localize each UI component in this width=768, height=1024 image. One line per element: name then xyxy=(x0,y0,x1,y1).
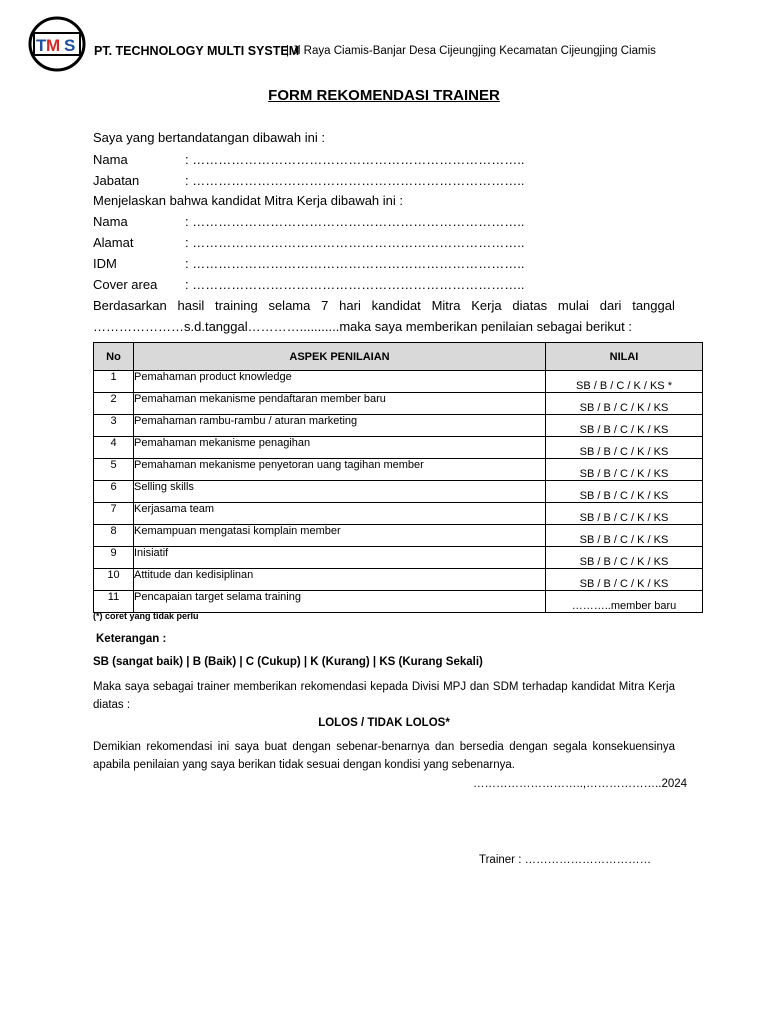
cell-no: 6 xyxy=(94,481,134,503)
cell-aspek: Pemahaman mekanisme pendaftaran member baru xyxy=(134,393,546,415)
cell-aspek: Attitude dan kedisiplinan xyxy=(134,569,546,591)
cell-nilai[interactable]: SB / B / C / K / KS * xyxy=(546,371,703,393)
field-dots: : ………………………………………………………………….. xyxy=(185,152,525,167)
company-address: | Jl Raya Ciamis-Banjar Desa Cijeungjing Kecamatan Cijeungjing Ciamis xyxy=(286,45,656,57)
cell-aspek: Pemahaman mekanisme penyetoran uang tagihan member xyxy=(134,459,546,481)
cell-no: 4 xyxy=(94,437,134,459)
cell-nilai[interactable]: SB / B / C / K / KS xyxy=(546,547,703,569)
signer-position-field xyxy=(93,173,524,188)
cell-aspek: Pemahaman product knowledge xyxy=(134,371,546,393)
cell-nilai[interactable]: SB / B / C / K / KS xyxy=(546,525,703,547)
cell-no: 8 xyxy=(94,525,134,547)
result-options: LOLOS / TIDAK LOLOS* xyxy=(318,717,450,729)
company-logo-icon xyxy=(28,16,86,72)
signer-name-field xyxy=(93,152,524,167)
field-dots: : ………………………………………………………………….. xyxy=(185,173,525,188)
cell-no: 2 xyxy=(94,393,134,415)
cell-aspek: Kemampuan mengatasi komplain member xyxy=(134,525,546,547)
form-title: FORM REKOMENDASI TRAINER xyxy=(268,87,500,104)
closing-text: Demikian rekomendasi ini saya buat dengan sebenar-benarnya dan bersedia dengan segala konsekuensinya apabila penilaian yang saya berikan tidak sesuai dengan kondisi yang sebenarnya. xyxy=(93,741,675,771)
table-row xyxy=(94,459,703,481)
cell-nilai[interactable]: SB / B / C / K / KS xyxy=(546,415,703,437)
cell-aspek: Pemahaman rambu-rambu / aturan marketing xyxy=(134,415,546,437)
candidate-cover-area-field xyxy=(93,277,524,292)
cell-nilai[interactable]: SB / B / C / K / KS xyxy=(546,459,703,481)
field-dots: : ………………………………………………………………….. xyxy=(185,214,525,229)
candidate-name-field xyxy=(93,214,524,229)
footnote: (*) coret yang tidak perlu xyxy=(93,611,199,621)
cell-no: 1 xyxy=(94,371,134,393)
table-row xyxy=(94,547,703,569)
table-row xyxy=(94,569,703,591)
basis-word: diatas xyxy=(512,298,548,313)
cell-nilai[interactable]: SB / B / C / K / KS xyxy=(546,393,703,415)
cell-no: 11 xyxy=(94,591,134,613)
cell-nilai[interactable]: ………..member baru xyxy=(546,591,703,613)
cell-nilai[interactable]: SB / B / C / K / KS xyxy=(546,437,703,459)
basis-word: Berdasarkan xyxy=(93,298,167,313)
cell-nilai[interactable]: SB / B / C / K / KS xyxy=(546,569,703,591)
basis-word: hari xyxy=(339,298,361,313)
cell-nilai[interactable]: SB / B / C / K / KS xyxy=(546,503,703,525)
field-dots: : ………………………………………………………………….. xyxy=(185,256,525,271)
basis-word: training xyxy=(215,298,258,313)
candidate-address-field xyxy=(93,235,524,250)
candidate-intro-text: Menjelaskan bahwa kandidat Mitra Kerja dibawah ini : xyxy=(93,193,404,208)
basis-word: kandidat xyxy=(371,298,421,313)
field-dots: : ………………………………………………………………….. xyxy=(185,277,525,292)
assessment-table xyxy=(93,342,703,613)
cell-aspek: Kerjasama team xyxy=(134,503,546,525)
intro-text: Saya yang bertandatangan dibawah ini : xyxy=(93,130,326,145)
basis-word: selama xyxy=(268,298,311,313)
date-line: ………………………..,………………..2024 xyxy=(473,778,688,790)
cell-no: 10 xyxy=(94,569,134,591)
company-name: PT. TECHNOLOGY MULTI SYSTEM xyxy=(94,44,300,58)
basis-word: hasil xyxy=(177,298,205,313)
trainer-signature-line: Trainer : …………………………… xyxy=(479,854,652,866)
rating-legend: SB (sangat baik) | B (Baik) | C (Cukup) | K (Kurang) | KS (Kurang Sekali) xyxy=(93,656,483,668)
table-row xyxy=(94,393,703,415)
field-label: Nama xyxy=(93,152,128,167)
cell-aspek: Pencapaian target selama training xyxy=(134,591,546,613)
cell-no: 7 xyxy=(94,503,134,525)
cell-no: 9 xyxy=(94,547,134,569)
table-row xyxy=(94,525,703,547)
training-basis-line xyxy=(93,298,675,313)
basis-word: Kerja xyxy=(471,298,502,313)
header-aspek: ASPEK PENILAIAN xyxy=(134,343,546,371)
header-no: No xyxy=(94,343,134,371)
candidate-idm-field xyxy=(93,256,524,271)
table-row xyxy=(94,503,703,525)
table-row xyxy=(94,437,703,459)
svg-text:T: T xyxy=(36,36,47,55)
cell-aspek: Inisiatif xyxy=(134,547,546,569)
cell-no: 3 xyxy=(94,415,134,437)
field-label: Alamat xyxy=(93,235,134,250)
training-basis-line-2: …………………s.d.tanggal…………...........maka saya memberikan penilaian sebagai berikut : xyxy=(93,319,632,334)
field-label: Cover area xyxy=(93,277,158,292)
field-label: IDM xyxy=(93,256,117,271)
cell-no: 5 xyxy=(94,459,134,481)
svg-text:S: S xyxy=(64,36,76,55)
table-row xyxy=(94,591,703,613)
field-dots: : ………………………………………………………………….. xyxy=(185,235,525,250)
table-header-row xyxy=(94,343,703,371)
field-label: Jabatan xyxy=(93,173,140,188)
basis-word: 7 xyxy=(321,298,329,313)
field-label: Nama xyxy=(93,214,128,229)
basis-word: tanggal xyxy=(632,298,675,313)
recommendation-text: Maka saya sebagai trainer memberikan rekomendasi kepada Divisi MPJ dan SDM terhadap kandidat Mitra Kerja diatas : xyxy=(93,681,675,711)
letterhead xyxy=(28,16,740,72)
header-nilai: NILAI xyxy=(546,343,703,371)
table-row xyxy=(94,415,703,437)
cell-aspek: Pemahaman mekanisme penagihan xyxy=(134,437,546,459)
table-row xyxy=(94,371,703,393)
basis-word: mulai xyxy=(557,298,589,313)
basis-word: dari xyxy=(599,298,622,313)
keterangan-label: Keterangan : xyxy=(96,633,167,645)
basis-word: Mitra xyxy=(431,298,461,313)
table-row xyxy=(94,481,703,503)
cell-nilai[interactable]: SB / B / C / K / KS xyxy=(546,481,703,503)
svg-text:M: M xyxy=(46,36,61,55)
cell-aspek: Selling skills xyxy=(134,481,546,503)
